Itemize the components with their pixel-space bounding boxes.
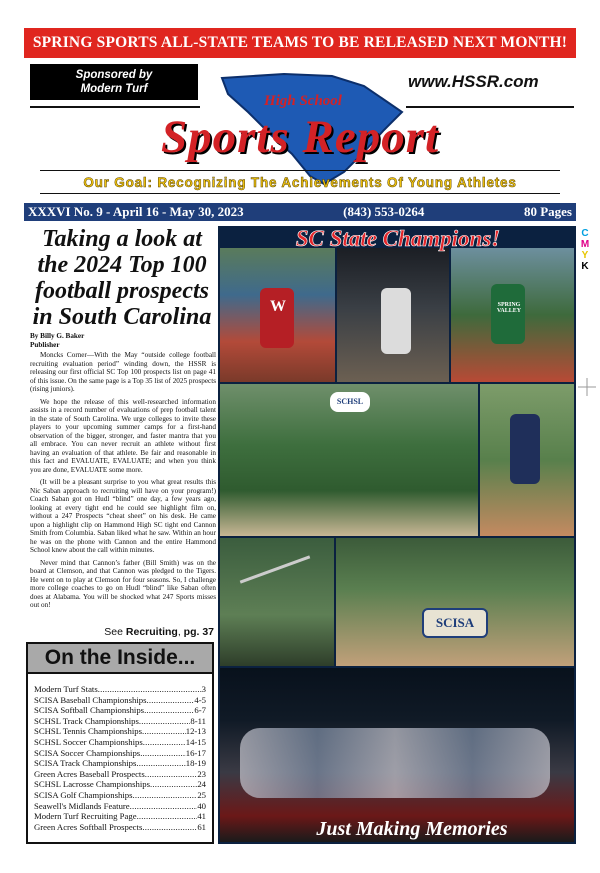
toc-item-page: 23 xyxy=(197,768,206,779)
toc-list xyxy=(28,674,212,832)
toc-item[interactable] xyxy=(34,684,206,695)
toc-item-dots xyxy=(130,801,198,812)
cmyk-k: K xyxy=(581,261,589,272)
continued-reference[interactable]: See Recruiting, pg. 37 xyxy=(104,626,214,638)
article-byline: By Billy G. Baker xyxy=(30,332,85,340)
photo-collage xyxy=(218,226,576,844)
sponsor-line-1: Sponsored by xyxy=(75,69,153,81)
cmyk-m: M xyxy=(580,239,590,250)
toc-item[interactable] xyxy=(34,695,206,706)
photo-top-caption: SC State Champions! xyxy=(295,226,501,251)
toc-item-dots xyxy=(140,748,186,759)
schsl-sign: SCHSL xyxy=(330,392,370,412)
toc-item-dots xyxy=(98,684,202,695)
toc-item[interactable] xyxy=(34,779,206,790)
toc-item-page: 41 xyxy=(197,811,206,822)
sponsor-box xyxy=(30,64,198,100)
photo-team-champions xyxy=(220,384,478,536)
toc-item-dots xyxy=(142,822,197,833)
toc-item-dots xyxy=(143,737,186,748)
toc-item-dots xyxy=(145,769,198,780)
toc-item-label: SCISA Baseball Championships xyxy=(34,694,147,705)
photo-runner xyxy=(451,248,574,382)
toc-item-page: 16-17 xyxy=(185,747,206,758)
issue-phone: (843) 553-0264 xyxy=(343,204,425,219)
toc-item-label: SCISA Track Championships xyxy=(34,758,137,769)
article-paragraph-1: Moncks Corner—With the May “outside college football recruiting evaluation period” winding down, the HSSR is releasing our first official SC Top 100 prospects list on page 41 of this issue. On the same page is a Top 35 list of 2025 prospects (rising juniors). xyxy=(30,351,217,393)
toc-item-label: Green Acres Softball Prospects xyxy=(34,821,143,832)
on-the-inside-title: On the Inside... xyxy=(28,644,212,674)
toc-item-page: 12-13 xyxy=(185,726,206,737)
toc-item-label: SCISA Softball Championships xyxy=(34,705,145,716)
photo-hurdler xyxy=(220,248,335,382)
photo-bottom-caption: Just Making Memories xyxy=(316,818,508,840)
toc-item-dots xyxy=(137,811,198,822)
toc-item-label: SCISA Soccer Championships xyxy=(34,747,141,758)
toc-item[interactable] xyxy=(34,790,206,801)
see-page: pg. 37 xyxy=(183,626,214,638)
scisa-banner: SCISA xyxy=(422,608,488,638)
toc-item-page: 14-15 xyxy=(185,736,206,747)
toc-item-dots xyxy=(144,705,194,716)
goal-rule-top xyxy=(40,170,560,171)
toc-item-page: 24 xyxy=(197,779,206,790)
goal-tagline: Our Goal: Recognizing The Achievements Of Young Athletes xyxy=(83,175,517,190)
toc-item-label: Green Acres Baseball Prospects xyxy=(34,768,145,779)
registration-crosshair-icon xyxy=(578,378,596,396)
article-paragraph-3: (It will be a pleasant surprise to you what great results this Nic Saban approach to recruiting will have on your program!) Coach Saban got on Hudl “blind” one day, a few years ago, looking at every tight end he could see highlight film on, without a 247 Prospects “cheat sheet” on his desk. He came upon a highlight clip on Hammond High SC tight end Cannon Smith from Columbia. Saban liked what he saw. Within an hour he was on the phone with Cannon and the entire Hammond School knew about the call within minutes. xyxy=(30,478,216,554)
toc-item[interactable] xyxy=(34,726,206,737)
sponsor-line-2: Modern Turf xyxy=(80,83,148,95)
on-the-inside-box xyxy=(26,642,214,844)
cmyk-marks xyxy=(578,228,592,272)
toc-item-label: SCISA Golf Championships xyxy=(34,789,133,800)
toc-item-page: 61 xyxy=(197,821,206,832)
see-target: Recruiting xyxy=(125,626,178,638)
goal-rule-bottom xyxy=(40,193,560,194)
toc-item-dots xyxy=(142,726,186,737)
toc-item-page: 40 xyxy=(197,800,206,811)
toc-item-label: SCHSL Lacrosse Championships xyxy=(34,779,150,790)
toc-item[interactable] xyxy=(34,801,206,812)
toc-item[interactable] xyxy=(34,737,206,748)
toc-item-label: SCHSL Tennis Championships xyxy=(34,726,142,737)
toc-item-page: 25 xyxy=(197,789,206,800)
photo-team-celebration xyxy=(220,668,574,842)
cmyk-c: C xyxy=(581,228,589,239)
see-label: See xyxy=(104,626,123,638)
uniform-letter: W xyxy=(270,298,286,315)
issue-volume: XXXVI No. 9 - April 16 - May 30, 2023 xyxy=(28,204,244,219)
toc-item[interactable] xyxy=(34,716,206,727)
cmyk-y: Y xyxy=(581,250,589,261)
jersey-text: SPRING VALLEY xyxy=(496,302,522,314)
photo-softball-team xyxy=(336,538,574,666)
toc-item-dots xyxy=(139,716,190,727)
issue-pages: 80 Pages xyxy=(523,204,572,219)
toc-item[interactable] xyxy=(34,758,206,769)
toc-item-page: 8-11 xyxy=(190,715,206,726)
toc-item-label: Seawell's Midlands Feature xyxy=(34,800,130,811)
toc-item-dots xyxy=(150,779,197,790)
photo-pitcher xyxy=(337,248,449,382)
toc-item-dots xyxy=(136,758,185,769)
toc-item[interactable] xyxy=(34,811,206,822)
toc-item-label: SCHSL Track Championships xyxy=(34,715,139,726)
article-paragraph-4: Never mind that Cannon’s father (Bill Smith) was on the board at Clemson, and that Cannon was pledged to the Tigers. He went on to play at Clemson for four seasons. So, I challenge more college coaches to go on Hudl “blind” like Saban often does at Alabama. You will be shocked what 247 Sports misses out on! xyxy=(30,558,216,609)
photo-pole-vault xyxy=(220,538,334,666)
toc-item-dots xyxy=(132,790,197,801)
toc-item-label: SCHSL Soccer Championships xyxy=(34,736,143,747)
toc-item-page: 18-19 xyxy=(185,758,206,769)
top-banner: SPRING SPORTS ALL-STATE TEAMS TO BE RELEASED NEXT MONTH! xyxy=(24,28,576,58)
toc-item-label: Modern Turf Stats xyxy=(34,684,98,694)
masthead-high-school: High School xyxy=(264,93,342,109)
article-headline: Taking a look at the 2024 Top 100 football prospects in South Carolina xyxy=(32,226,212,330)
photo-softball-pitcher xyxy=(480,384,574,536)
website-link[interactable]: www.HSSR.com xyxy=(408,72,539,91)
article-body xyxy=(30,332,216,610)
toc-item-page: 3 xyxy=(201,684,206,694)
article-paragraph-2: We hope the release of this well-researched information assists in a record number of evaluations of prep football talent in the state of South Carolina. We urge colleges to invite these players to your upcoming summer camps for a first-hand observation of the bigger, stronger, and faster mantra that you all embrace. You can never recruit an athlete without first having an evaluation of that athlete. Be fair and reasonable in this fact and EVALUATE, EVALUATE; and when you think you are done, EVALUATE some more. xyxy=(30,397,216,474)
rule-left xyxy=(30,106,200,108)
issue-info-bar xyxy=(24,203,576,221)
masthead-title: Sports Report xyxy=(160,111,440,163)
toc-item[interactable] xyxy=(34,705,206,716)
toc-item[interactable] xyxy=(34,822,206,833)
toc-item-page: 4-5 xyxy=(194,694,206,705)
toc-item-dots xyxy=(146,695,194,706)
toc-item[interactable] xyxy=(34,748,206,759)
rule-right xyxy=(406,106,574,108)
toc-item-page: 6-7 xyxy=(194,705,206,716)
toc-item-label: Modern Turf Recruiting Page xyxy=(34,811,137,822)
article-byline-role: Publisher xyxy=(30,340,60,349)
toc-item[interactable] xyxy=(34,769,206,780)
